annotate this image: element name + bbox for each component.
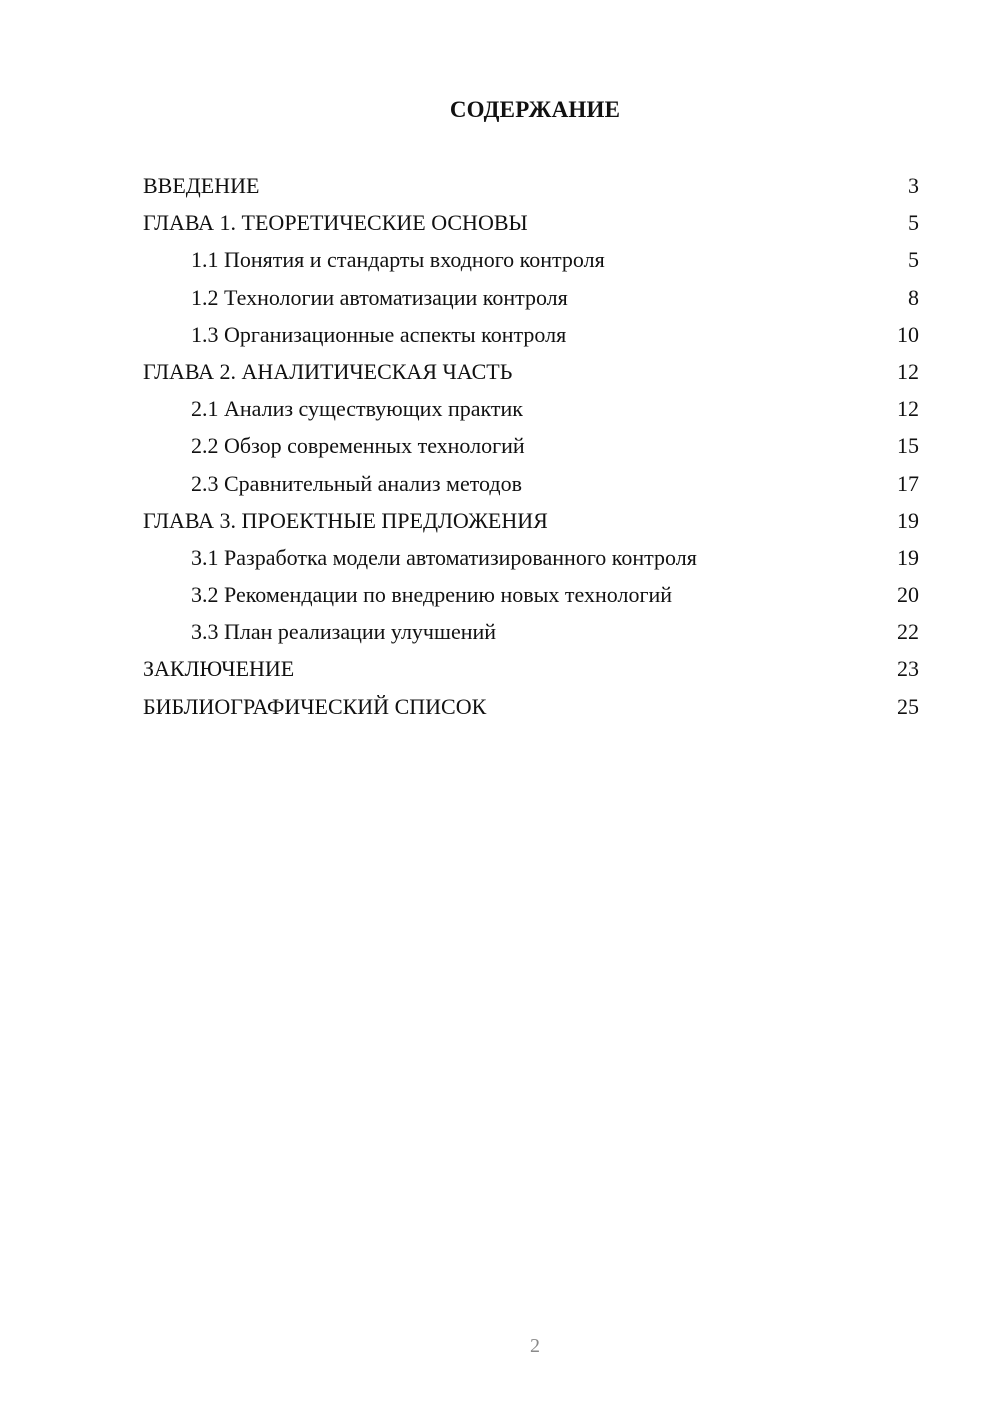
toc-entry-label: БИБЛИОГРАФИЧЕСКИЙ СПИСОК [143, 693, 487, 719]
toc-entry-page: 12 [897, 358, 919, 384]
toc-entry[interactable] [143, 502, 919, 539]
toc-entry[interactable] [143, 167, 919, 204]
toc-entry-page: 20 [897, 582, 919, 608]
toc-entry-label: 1.3 Организационные аспекты контроля [191, 321, 567, 347]
table-of-contents [143, 167, 919, 725]
toc-entry-page: 5 [908, 247, 919, 273]
toc-entry[interactable] [143, 539, 919, 576]
toc-entry[interactable] [143, 465, 919, 502]
toc-entry-label: ГЛАВА 2. АНАЛИТИЧЕСКАЯ ЧАСТЬ [143, 358, 513, 384]
toc-entry-label: ЗАКЛЮЧЕНИЕ [143, 656, 295, 682]
toc-entry-page: 15 [897, 433, 919, 459]
toc-entry-label: ГЛАВА 1. ТЕОРЕТИЧЕСКИЕ ОСНОВЫ [143, 210, 528, 236]
toc-entry-page: 8 [908, 284, 919, 310]
toc-entry-page: 22 [897, 619, 919, 645]
toc-entry-page: 5 [908, 210, 919, 236]
toc-entry[interactable] [143, 390, 919, 427]
toc-entry-page: 10 [897, 321, 919, 347]
toc-entry[interactable] [143, 576, 919, 613]
toc-entry[interactable] [143, 688, 919, 725]
toc-entry[interactable] [143, 613, 919, 650]
toc-entry-page: 17 [897, 470, 919, 496]
toc-entry[interactable] [143, 316, 919, 353]
toc-entry-label: 2.3 Сравнительный анализ методов [191, 470, 522, 496]
toc-entry-page: 12 [897, 396, 919, 422]
toc-entry[interactable] [143, 279, 919, 316]
toc-entry-page: 25 [897, 693, 919, 719]
toc-entry-page: 3 [908, 173, 919, 198]
toc-entry-page: 23 [897, 656, 919, 682]
toc-entry[interactable] [143, 241, 919, 278]
toc-entry-label: 1.2 Технологии автоматизации контроля [191, 284, 568, 310]
toc-entry-label: 1.1 Понятия и стандарты входного контроля [191, 247, 605, 273]
toc-entry-label: ВВЕДЕНИЕ [143, 173, 260, 198]
toc-entry-page: 19 [897, 544, 919, 570]
toc-entry[interactable] [143, 650, 919, 687]
toc-entry-label: 2.2 Обзор современных технологий [191, 433, 525, 459]
page-number: 2 [530, 1335, 540, 1357]
toc-entry-label: ГЛАВА 3. ПРОЕКТНЫЕ ПРЕДЛОЖЕНИЯ [143, 507, 548, 533]
toc-entry-page: 19 [897, 507, 919, 533]
toc-entry[interactable] [143, 353, 919, 390]
toc-entry-label: 3.1 Разработка модели автоматизированного контроля [191, 544, 697, 570]
toc-entry[interactable] [143, 427, 919, 464]
toc-entry-label: 3.3 План реализации улучшений [191, 619, 497, 645]
toc-entry[interactable] [143, 204, 919, 241]
toc-entry-label: 2.1 Анализ существующих практик [191, 396, 523, 422]
toc-entry-label: 3.2 Рекомендации по внедрению новых технологий [191, 582, 673, 608]
page-title: СОДЕРЖАНИЕ [449, 97, 621, 122]
